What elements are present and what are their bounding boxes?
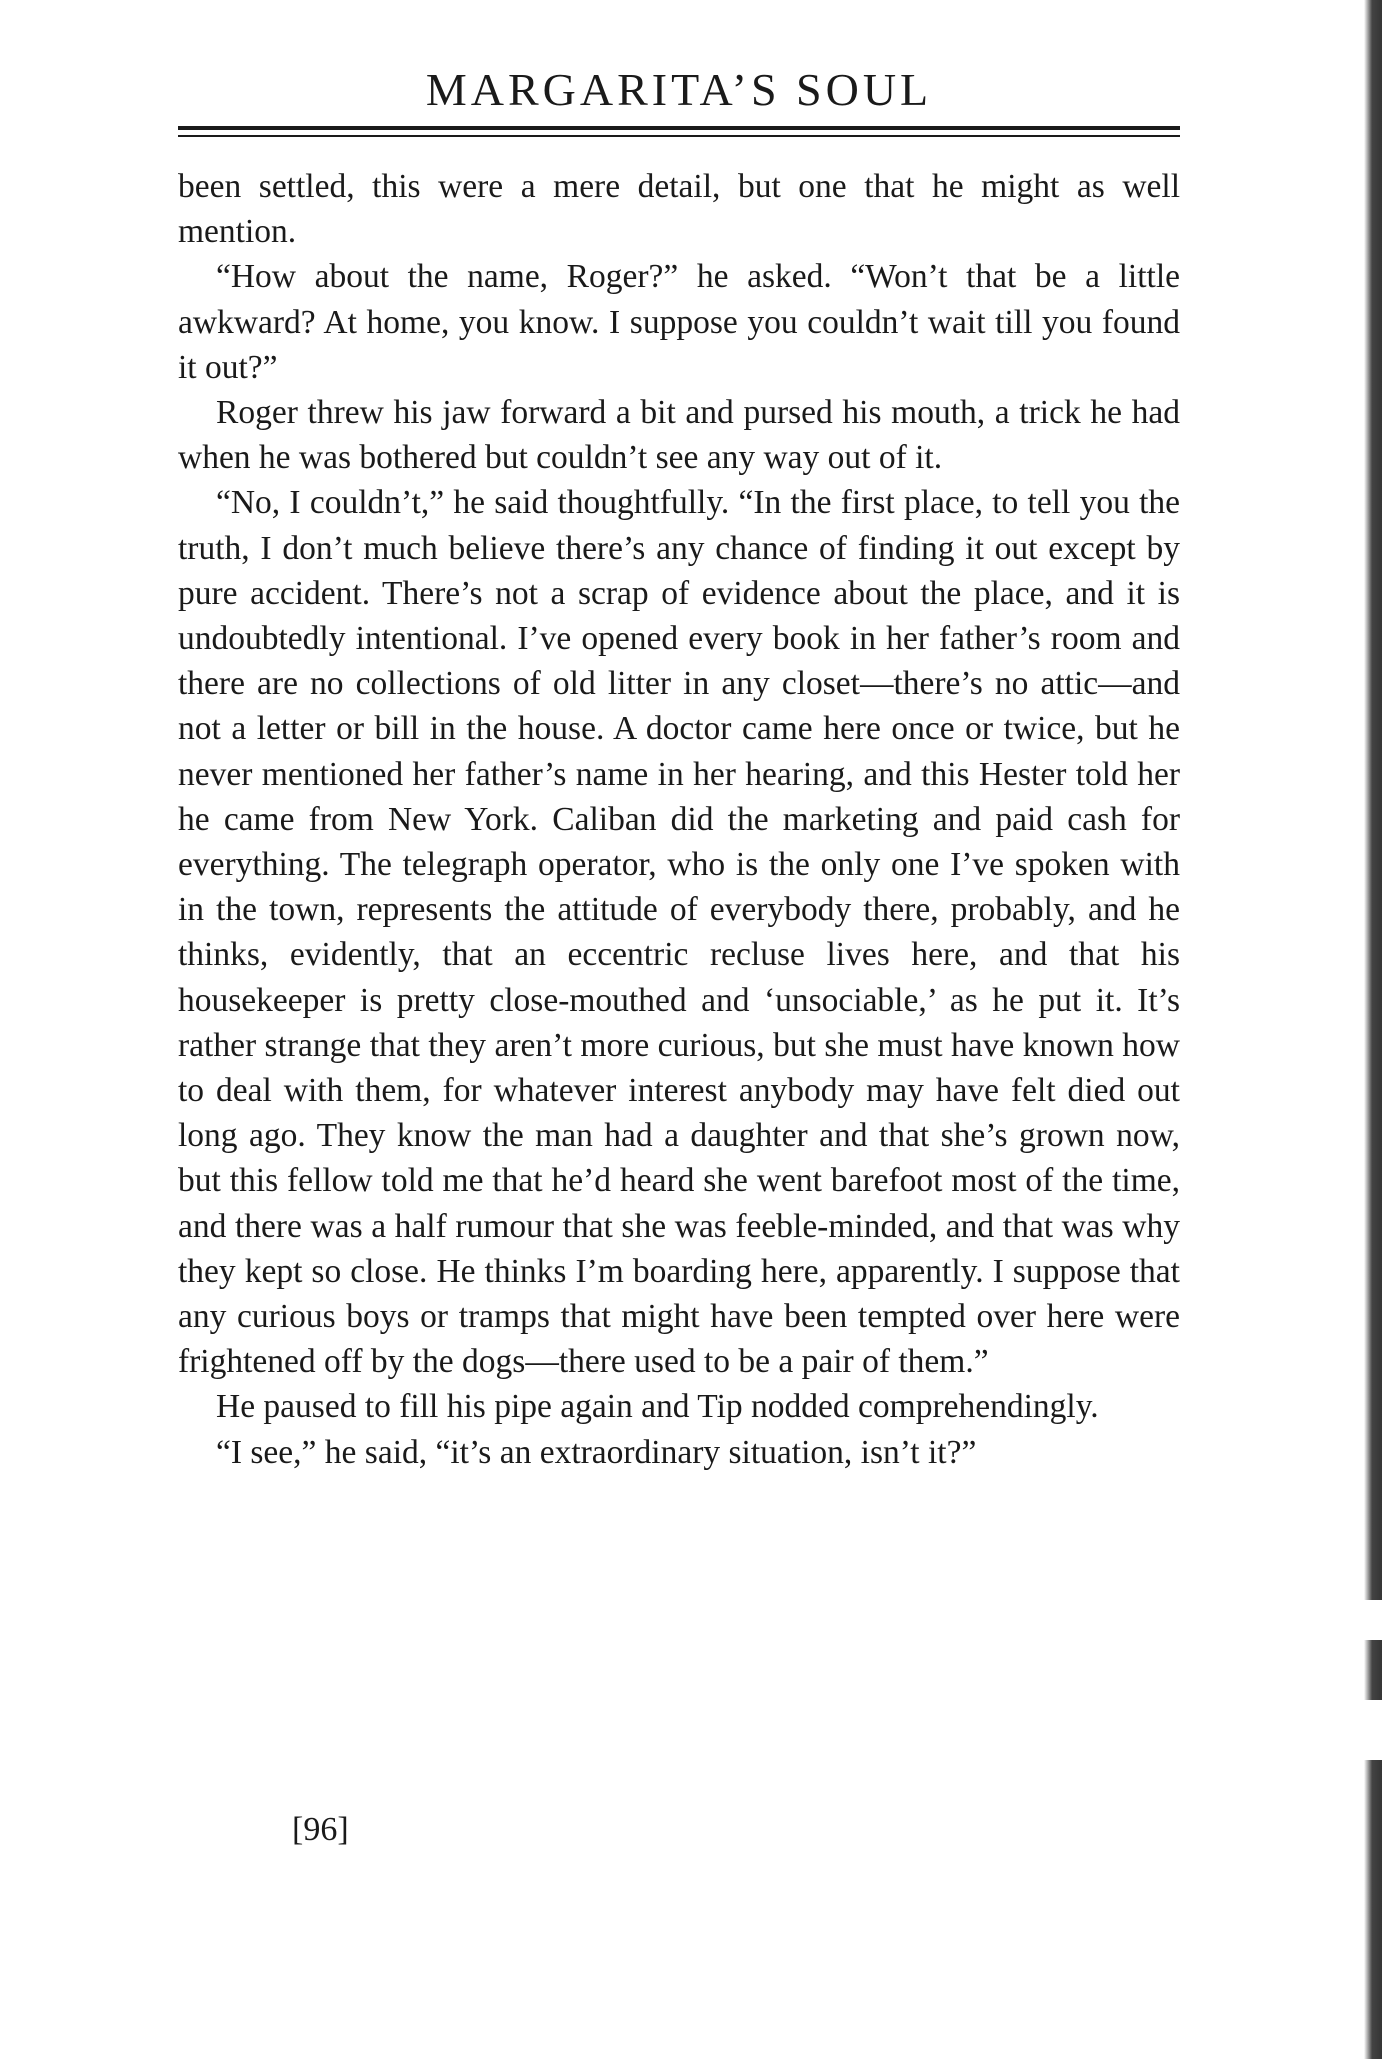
paragraph: Roger threw his jaw forward a bit and pursed his mouth, a trick he had when he was bothered but couldn’t see any way out of it. — [178, 394, 1180, 477]
paragraph: He paused to fill his pipe again and Tip nodded comprehendingly. — [216, 1388, 1099, 1426]
header-rule-thick — [178, 126, 1180, 130]
paragraph-continued: been settled, this were a mere detail, but one that he might as well mention. — [178, 168, 1180, 251]
page-edge-gap — [1364, 1700, 1382, 1760]
paragraph: “No, I couldn’t,” he said thoughtfully. “In the first place, to tell you the truth, I don’t much believe there’s any chance of finding it out except by pure accident. There’s not a scrap of evidence about the place, and it is undoubtedly intentional. I’ve opened every book in her father’s room and there are no collections of old litter in any closet—there’s no attic—and not a letter or bill in the house. A doctor came here once or twice, but he never mentioned her father’s name in her hearing, and this Hester told her he came from New York. Caliban did the marketing and paid cash for everything. The telegraph operator, who is the only one I’ve spoken with in the town, represents the attitude of everybody there, probably, and he thinks, evidently, that an eccentric recluse lives here, and that his housekeeper is pretty close-mouthed and ‘unsociable,’ as he put it. It’s rather strange that they aren’t more curious, but she must have known how to deal with them, for whatever interest anybody may have felt died out long ago. They know the man had a daughter and that she’s grown now, but this fellow told me that he’d heard she went barefoot most of the time, and there was a half rumour that she was feeble-minded, and that was why they kept so close. He thinks I’m boarding here, apparently. I suppose that any curious boys or tramps that might have been tempted over here were frightened off by the dogs—there used to be a pair of them.” — [178, 484, 1180, 1381]
header-rule-thin — [178, 135, 1180, 137]
body-text — [178, 164, 1180, 1475]
page-number: [96] — [292, 1811, 349, 1848]
paragraph: “How about the name, Roger?” he asked. “Won’t that be a little awkward? At home, you know. I suppose you couldn’t wait till you found it out?” — [178, 258, 1180, 386]
paragraph: “I see,” he said, “it’s an extraordinary situation, isn’t it?” — [216, 1433, 977, 1471]
page-edge-gap — [1364, 1600, 1382, 1640]
running-title: MARGARITA’S SOUL — [425, 64, 933, 115]
